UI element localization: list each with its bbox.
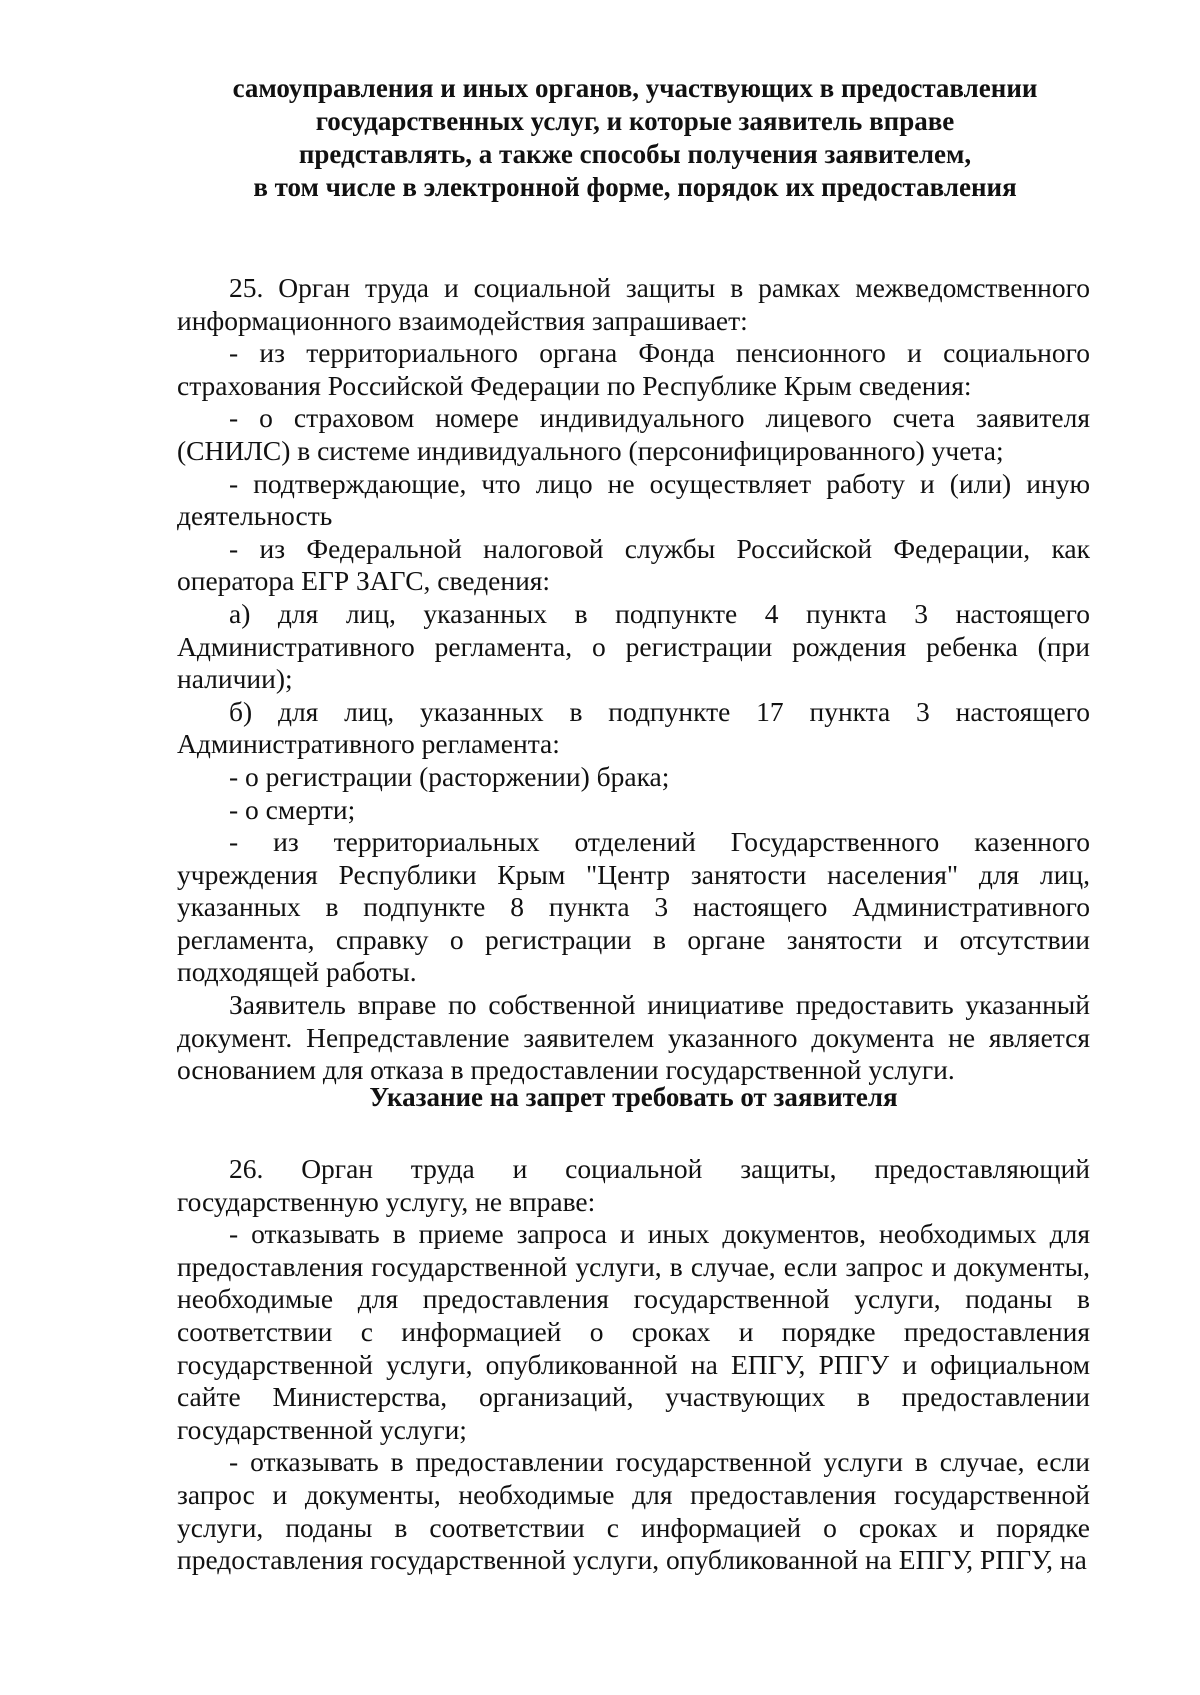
paragraph-refuse-service: - отказывать в предоставлении государственной услуги в случае, если запрос и документы, необходимые для предоставления государственной услуги, поданы в соответствии с информацией о сроках и порядке предоставления государственной услуги, опубликованной на ЕПГУ, РПГУ, на: [177, 1446, 1090, 1576]
paragraph-pension-fund: - из территориального органа Фонда пенсионного и социального страхования Российской Федерации по Республике Крым сведения:: [177, 337, 1090, 401]
subheading: Указание на запрет требовать от заявителя: [369, 1082, 898, 1112]
paragraph-death: - о смерти;: [229, 793, 356, 825]
paragraph-marriage: - о регистрации (расторжении) брака;: [229, 760, 670, 792]
heading-line: государственных услуг, и которые заявитель вправе: [315, 106, 955, 136]
heading-line: представлять, а также способы получения заявителем,: [298, 139, 972, 169]
paragraph-item-a: а) для лиц, указанных в подпункте 4 пункта 3 настоящего Административного регламента, о регистрации рождения ребенка (при наличии);: [177, 597, 1090, 695]
heading-line: в том числе в электронной форме, порядок их предоставления: [253, 172, 1017, 202]
paragraph-own-initiative: Заявитель вправе по собственной инициативе предоставить указанный документ. Непредставление заявителем указанного документа не является основанием для отказа в предоставлении государственной услуги.: [177, 989, 1090, 1086]
paragraph-snils: - о страховом номере индивидуального лицевого счета заявителя (СНИЛС) в системе индивидуального (персонифицированного) учета;: [177, 402, 1090, 466]
section-26: [177, 1153, 1090, 1577]
paragraph-no-work: - подтверждающие, что лицо не осуществляет работу и (или) иную деятельность: [177, 467, 1090, 532]
section-25: [177, 272, 1090, 1087]
heading-line: самоуправления и иных органов, участвующих в предоставлении: [232, 73, 1038, 103]
paragraph-26-intro: 26. Орган труда и социальной защиты, предоставляющий государственную услугу, не вправе:: [177, 1153, 1090, 1217]
paragraph-tax-service: - из Федеральной налоговой службы Российской Федерации, как оператора ЕГР ЗАГС, сведения:: [177, 532, 1090, 597]
section-heading: [180, 72, 1090, 204]
paragraph-refuse-acceptance: - отказывать в приеме запроса и иных документов, необходимых для предоставления государственной услуги, в случае, если запрос и документы, необходимые для предоставления государственной услуги, поданы в соответствии с информацией о сроках и порядке предоставления государственной услуги, опубликованной на ЕПГУ, РПГУ и официальном сайте Министерства, организаций, участвующих в предоставлении государственной услуги;: [177, 1218, 1090, 1445]
paragraph-25-intro: 25. Орган труда и социальной защиты в рамках межведомственного информационного взаимодействия запрашивает:: [177, 272, 1090, 336]
paragraph-item-b: б) для лиц, указанных в подпункте 17 пункта 3 настоящего Административного регламента:: [177, 695, 1090, 760]
paragraph-employment-center: - из территориальных отделений Государственного казенного учреждения Республики Крым "Центр занятости населения" для лиц, указанных в подпункте 8 пункта 3 настоящего Административного регламента, справку о регистрации в органе занятости и отсутствии подходящей работы.: [177, 826, 1090, 988]
